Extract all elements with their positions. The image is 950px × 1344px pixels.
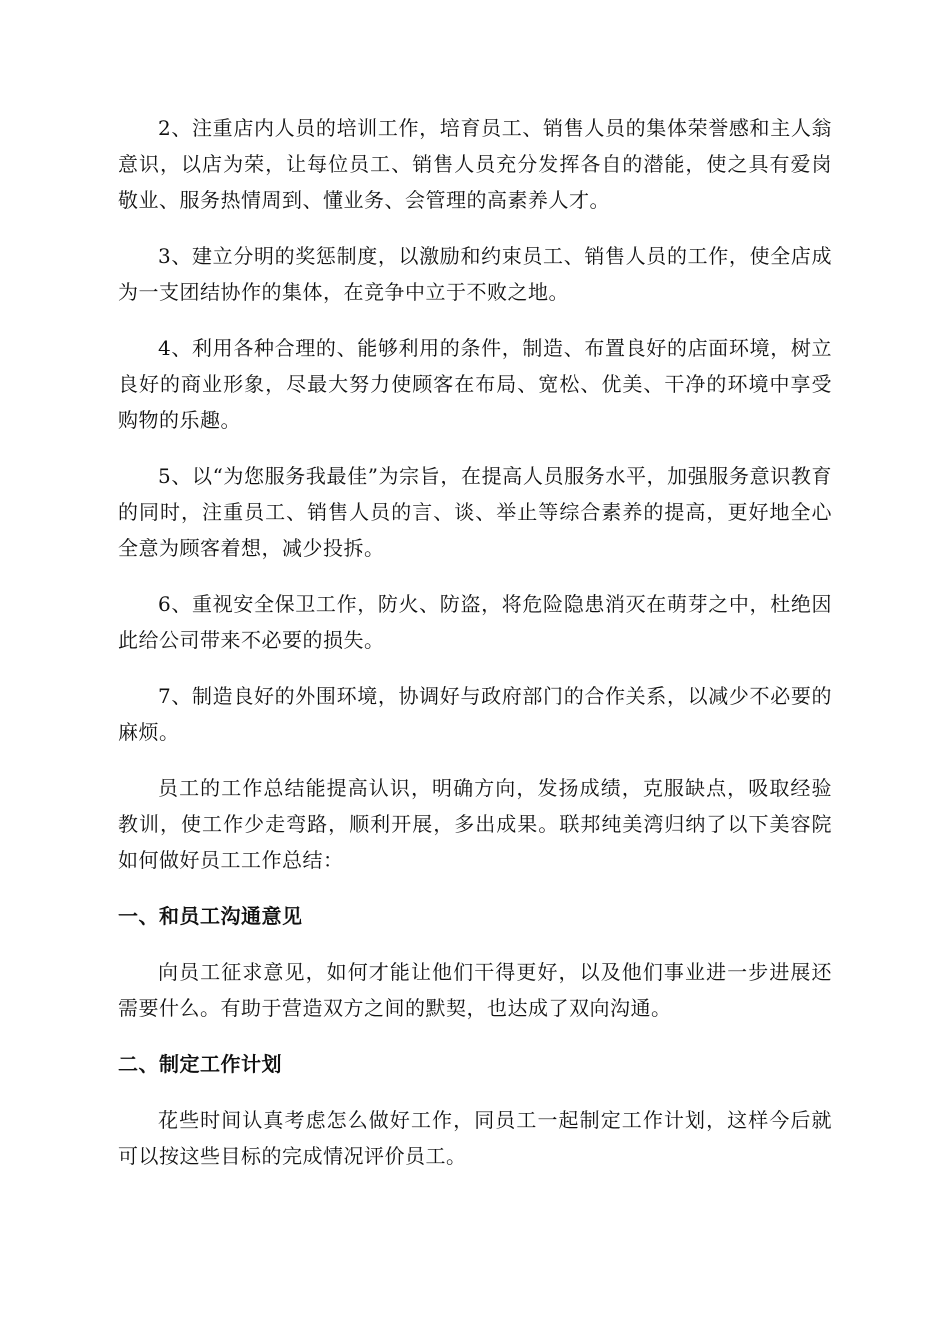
section-heading-work-plan: 二、制定工作计划 xyxy=(118,1052,282,1076)
paragraph-item-4: 4、利用各种合理的、能够利用的条件，制造、布置良好的店面环境，树立良好的商业形象，尽最大努力使顾客在布局、宽松、优美、干净的环境中享受购物的乐趣。 xyxy=(118,336,832,432)
paragraph-item-2: 2、注重店内人员的培训工作，培育员工、销售人员的集体荣誉感和主人翁意识，以店为荣，让每位员工、销售人员充分发挥各自的潜能，使之具有爱岗敬业、服务热情周到、懂业务、会管理的高素养人才。 xyxy=(118,116,832,212)
paragraph-item-5: 5、以“为您服务我最佳”为宗旨，在提高人员服务水平，加强服务意识教育的同时，注重员工、销售人员的言、谈、举止等综合素养的提高，更好地全心全意为顾客着想，减少投拆。 xyxy=(118,464,832,560)
summary-intro-paragraph: 员工的工作总结能提高认识，明确方向，发扬成绩，克服缺点，吸取经验教训，使工作少走弯路，顺利开展，多出成果。联邦纯美湾归纳了以下美容院如何做好员工工作总结： xyxy=(118,776,832,872)
communicate-paragraph: 向员工征求意见，如何才能让他们干得更好，以及他们事业进一步进展还需要什么。有助于营造双方之间的默契，也达成了双向沟通。 xyxy=(118,960,832,1020)
section-heading-communicate: 一、和员工沟通意见 xyxy=(118,904,303,928)
paragraph-item-6: 6、重视安全保卫工作，防火、防盗，将危险隐患消灭在萌芽之中，杜绝因此给公司带来不必要的损失。 xyxy=(118,592,832,652)
paragraph-item-7: 7、制造良好的外围环境，协调好与政府部门的合作关系，以减少不必要的麻烦。 xyxy=(118,684,832,744)
work-plan-paragraph: 花些时间认真考虑怎么做好工作，同员工一起制定工作计划，这样今后就可以按这些目标的完成情况评价员工。 xyxy=(118,1108,832,1168)
paragraph-item-3: 3、建立分明的奖惩制度，以激励和约束员工、销售人员的工作，使全店成为一支团结协作的集体，在竞争中立于不败之地。 xyxy=(118,244,832,304)
